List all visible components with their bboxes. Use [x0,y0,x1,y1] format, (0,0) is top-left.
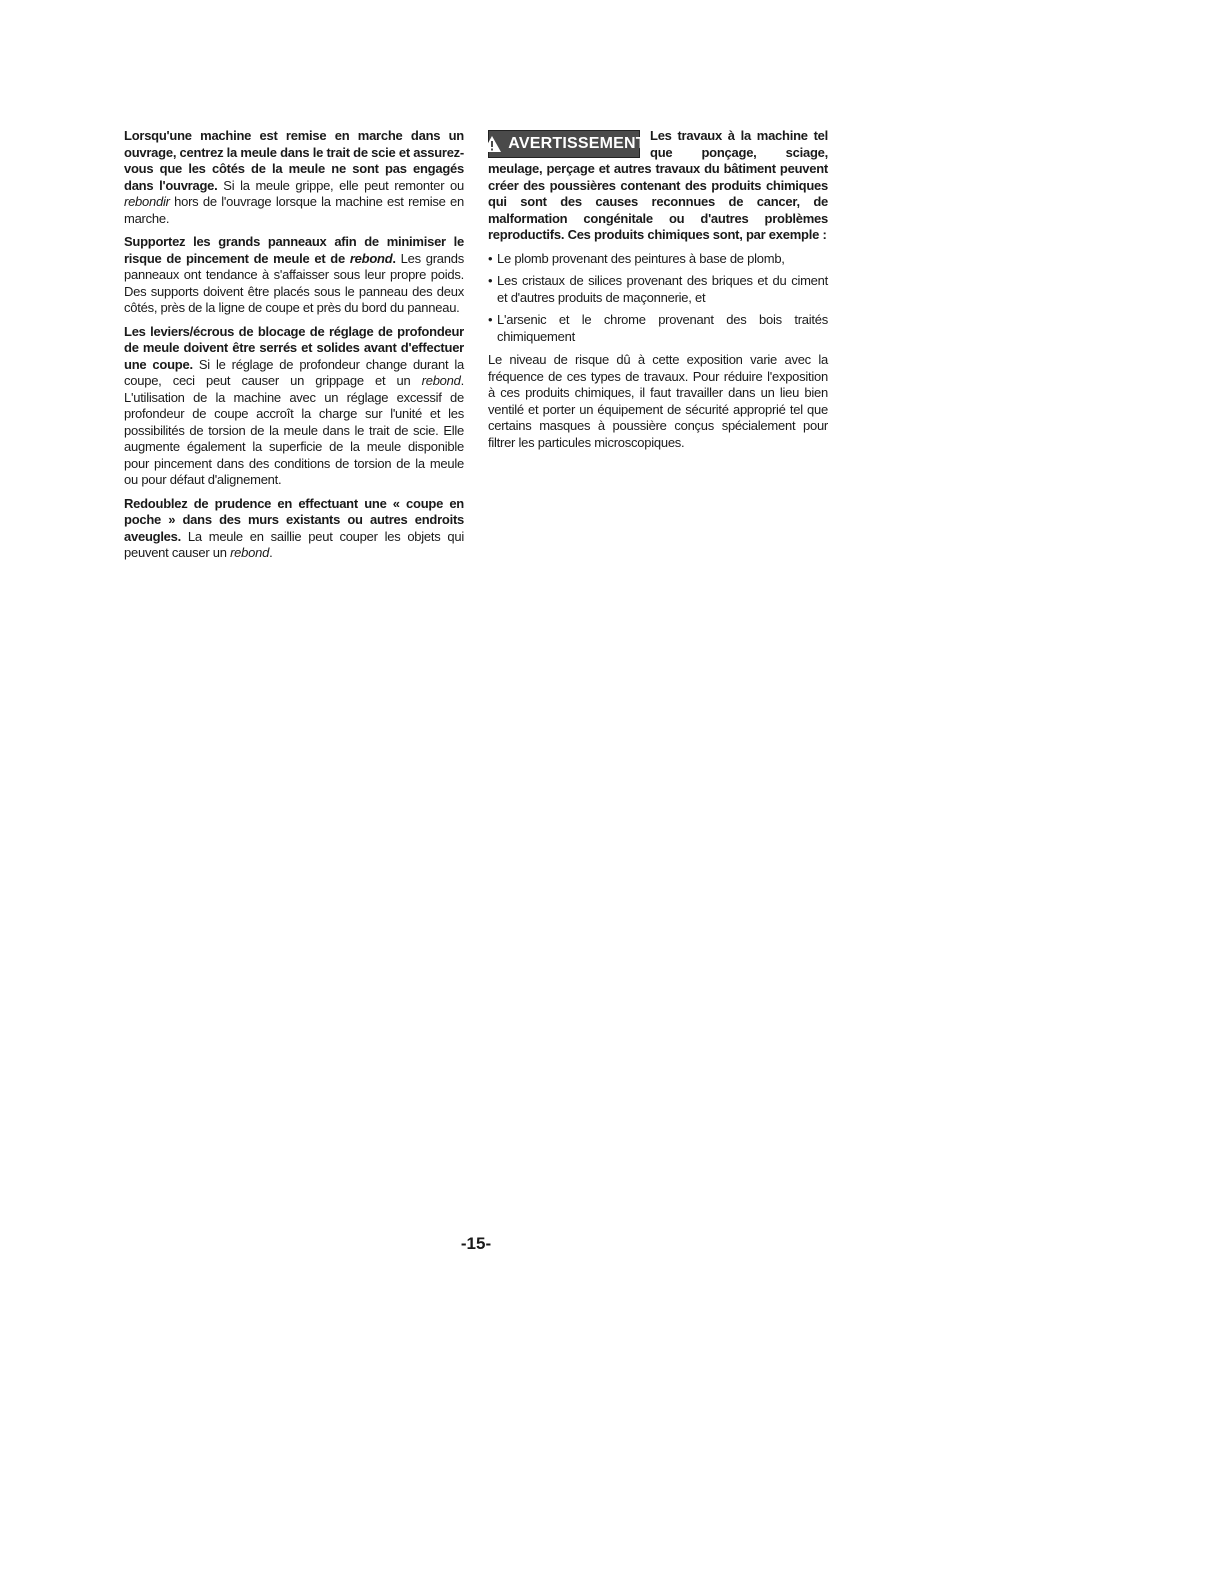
paragraph-text: . L'utilisation de la machine avec un réglage excessif de profondeur de coupe accroît la charge sur l'unité et les possibilités de torsion de la meule dans le trait de scie. Elle augmente également la superficie de la meule disponible pour pincement dans des conditions de torsion de la meule ou pour défaut d'alignement. [124,373,464,487]
paragraph-heading: Lorsqu'une machine est remise en marche dans un ouvrage, centrez la meule dans le trait de scie et assurez-vous que les côtés de la meule ne sont pas engagés dans l'ouvrage. [124,128,465,193]
paragraph-support-panels [124,234,464,317]
warning-badge [488,130,646,158]
paragraph-pocket-cut [124,496,464,562]
italic-term: rebond [421,373,461,388]
paragraph-heading: Les leviers/écrous de blocage de réglage de profondeur de meule doivent être serrés et solides avant d'effectuer une coupe. [124,323,464,372]
paragraph-text: . [269,545,273,560]
paragraph-text: La meule en saillie peut couper les objets qui peuvent causer un [124,528,464,560]
italic-term: rebond [230,545,270,560]
italic-term: rebondir [124,194,170,209]
warning-paragraph [488,128,828,244]
paragraph-heading: Redoublez de prudence en effectuant une « coupe en poche » dans des murs existants ou autres endroits aveugles. [124,495,464,544]
right-column [488,128,828,458]
closing-paragraph: Le niveau de risque dû à cette exposition varie avec la fréquence de ces types de travaux. Pour réduire l'exposition à ces produits chimiques, il faut travailler dans un lieu bien ventilé et porter un équipement de sécurité approprié tel que certains masques à poussière conçus spécialement pour filtrer les particules microscopiques. [488,352,828,450]
list-item: • L'arsenic et le chrome provenant des bois traités chimiquement [488,312,828,345]
paragraph-heading-end: . [392,250,396,266]
paragraph-text: Si la meule grippe, elle peut remonter ou [217,177,464,193]
warning-label: AVERTISSEMENT [508,134,646,152]
list-item: • Les cristaux de silices provenant des briques et du ciment et d'autres produits de maçonnerie, et [488,273,828,306]
page-number: -15- [460,1234,492,1253]
warning-text: Les travaux à la machine tel que ponçage, sciage, meulage, perçage et autres travaux du bâtiment peuvent créer des poussières contenant des produits chimiques qui sont des causes reconnues de cancer, de malformation congénitale ou d'autres problèmes reproductifs. Ces produits chimiques sont, par exemple : [488,128,828,242]
list-item: • Le plomb provenant des peintures à base de plomb, [488,251,828,268]
warning-triangle-icon [482,135,502,153]
paragraph-text: hors de l'ouvrage lorsque la machine est remise en marche. [124,194,464,226]
paragraph-text: Si le réglage de profondeur change durant la coupe, ceci peut causer un grippage et un [124,356,464,388]
italic-term: rebond [349,250,393,266]
paragraph-restart-in-workpiece [124,128,464,227]
paragraph-depth-locks [124,324,464,489]
paragraph-heading: Supportez les grands panneaux afin de minimiser le risque de pincement de meule et de [124,234,464,266]
left-column [124,128,464,569]
chemical-list [488,251,828,346]
paragraph-text: Les grands panneaux ont tendance à s'affaisser sous leur propre poids. Des supports doivent être placés sous le panneau des deux côtés, près de la ligne de coupe et près du bord du panneau. [124,250,465,315]
